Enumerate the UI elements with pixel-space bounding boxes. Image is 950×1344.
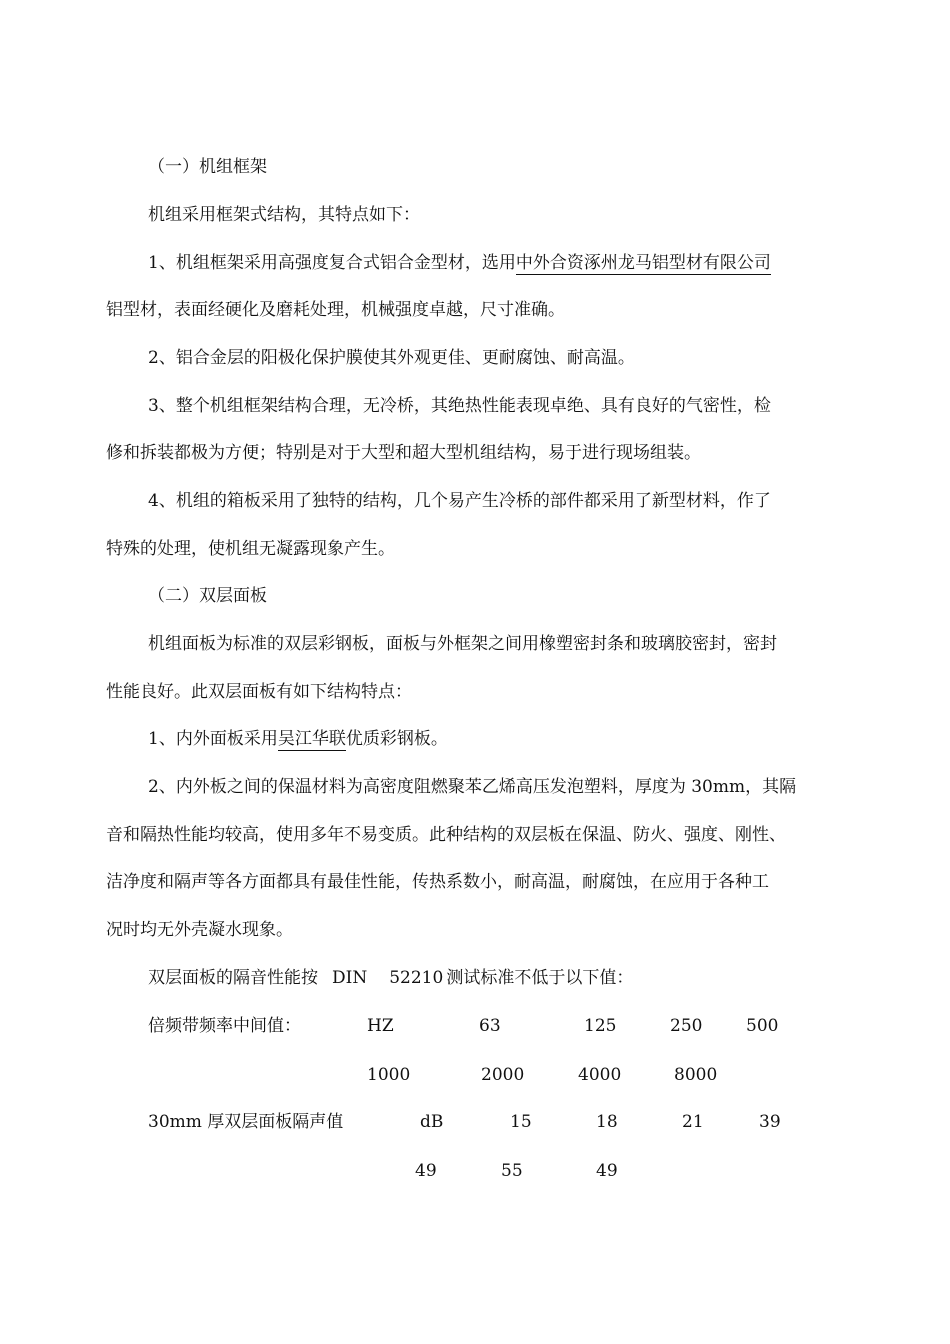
frame-item-1-line-2: 铝型材，表面经硬化及磨耗处理，机械强度卓越，尺寸准确。 [106,300,565,320]
insulation-value: 39 [759,1112,781,1132]
panel-item-2-line-3: 洁净度和隔声等各方面都具有最佳性能，传热系数小，耐高温，耐腐蚀，在应用于各种工 [106,872,769,892]
freq-value: 1000 [367,1065,411,1085]
frame-item-2: 2、铝合金层的阳极化保护膜使其外观更佳、更耐腐蚀、耐高温。 [148,348,635,368]
freq-value: 8000 [674,1065,718,1085]
freq-value: 500 [746,1016,779,1036]
freq-label: 倍频带频率中间值： [148,1016,301,1036]
panel-intro-line-1: 机组面板为标准的双层彩钢板，面板与外框架之间用橡塑密封条和玻璃胶密封，密封 [148,634,777,654]
panel-item-2-line-1: 2、内外板之间的保温材料为高密度阻燃聚苯乙烯高压发泡塑料，厚度为 30mm，其隔 [148,777,797,797]
insulation-unit: dB [420,1112,444,1132]
panel-item-2-line-4: 况时均无外壳凝水现象。 [106,920,293,940]
section-intro-frame: 机组采用框架式结构，其特点如下： [148,205,420,225]
freq-value: 2000 [481,1065,525,1085]
standard-name: DIN [332,968,368,988]
frame-item-4-line-2: 特殊的处理，使机组无凝露现象产生。 [106,539,395,559]
panel-item-1-post: 优质彩钢板。 [345,729,448,749]
panel-item-1-pre: 1、内外面板采用 [148,729,278,749]
panel-item-1 [148,727,448,751]
sound-intro-post: 测试标准不低于以下值： [446,968,634,988]
steel-brand-name: 吴江华联 [277,729,346,749]
sound-intro-pre: 双层面板的隔音性能按 [148,968,318,988]
insulation-value: 49 [596,1161,618,1181]
section-heading-panel: （二）双层面板 [148,586,267,606]
sound-standard-intro [148,966,633,990]
panel-intro-line-2: 性能良好。此双层面板有如下结构特点： [106,682,412,702]
insulation-value: 55 [501,1161,523,1181]
freq-value: 250 [670,1016,703,1036]
insulation-value: 15 [510,1112,532,1132]
frame-item-3-line-2: 修和拆装都极为方便；特别是对于大型和超大型机组结构，易于进行现场组装。 [106,443,701,463]
frame-item-4-line-1: 4、机组的箱板采用了独特的结构，几个易产生冷桥的部件都采用了新型材料，作了 [148,491,771,511]
freq-unit: HZ [367,1016,394,1036]
insulation-value: 18 [596,1112,618,1132]
freq-value: 4000 [578,1065,622,1085]
panel-insulation-label: 30mm 厚双层面板隔声值 [148,1112,344,1132]
supplier-company-name: 中外合资涿州龙马铝型材有限公司 [515,253,771,273]
insulation-value: 49 [415,1161,437,1181]
section-heading-frame: （一）机组框架 [148,157,267,177]
frame-item-1-text: 1、机组框架采用高强度复合式铝合金型材，选用 [148,253,516,273]
freq-value: 125 [584,1016,617,1036]
panel-item-2-line-2: 音和隔热性能均较高，使用多年不易变质。此种结构的双层板在保温、防火、强度、刚性、 [106,825,786,845]
frame-item-3-line-1: 3、整个机组框架结构合理，无冷桥，其绝热性能表现卓绝、具有良好的气密性，检 [148,396,771,416]
insulation-value: 21 [682,1112,704,1132]
standard-number: 52210 [389,968,444,988]
freq-value: 63 [479,1016,501,1036]
frame-item-1-line-1 [148,251,771,275]
